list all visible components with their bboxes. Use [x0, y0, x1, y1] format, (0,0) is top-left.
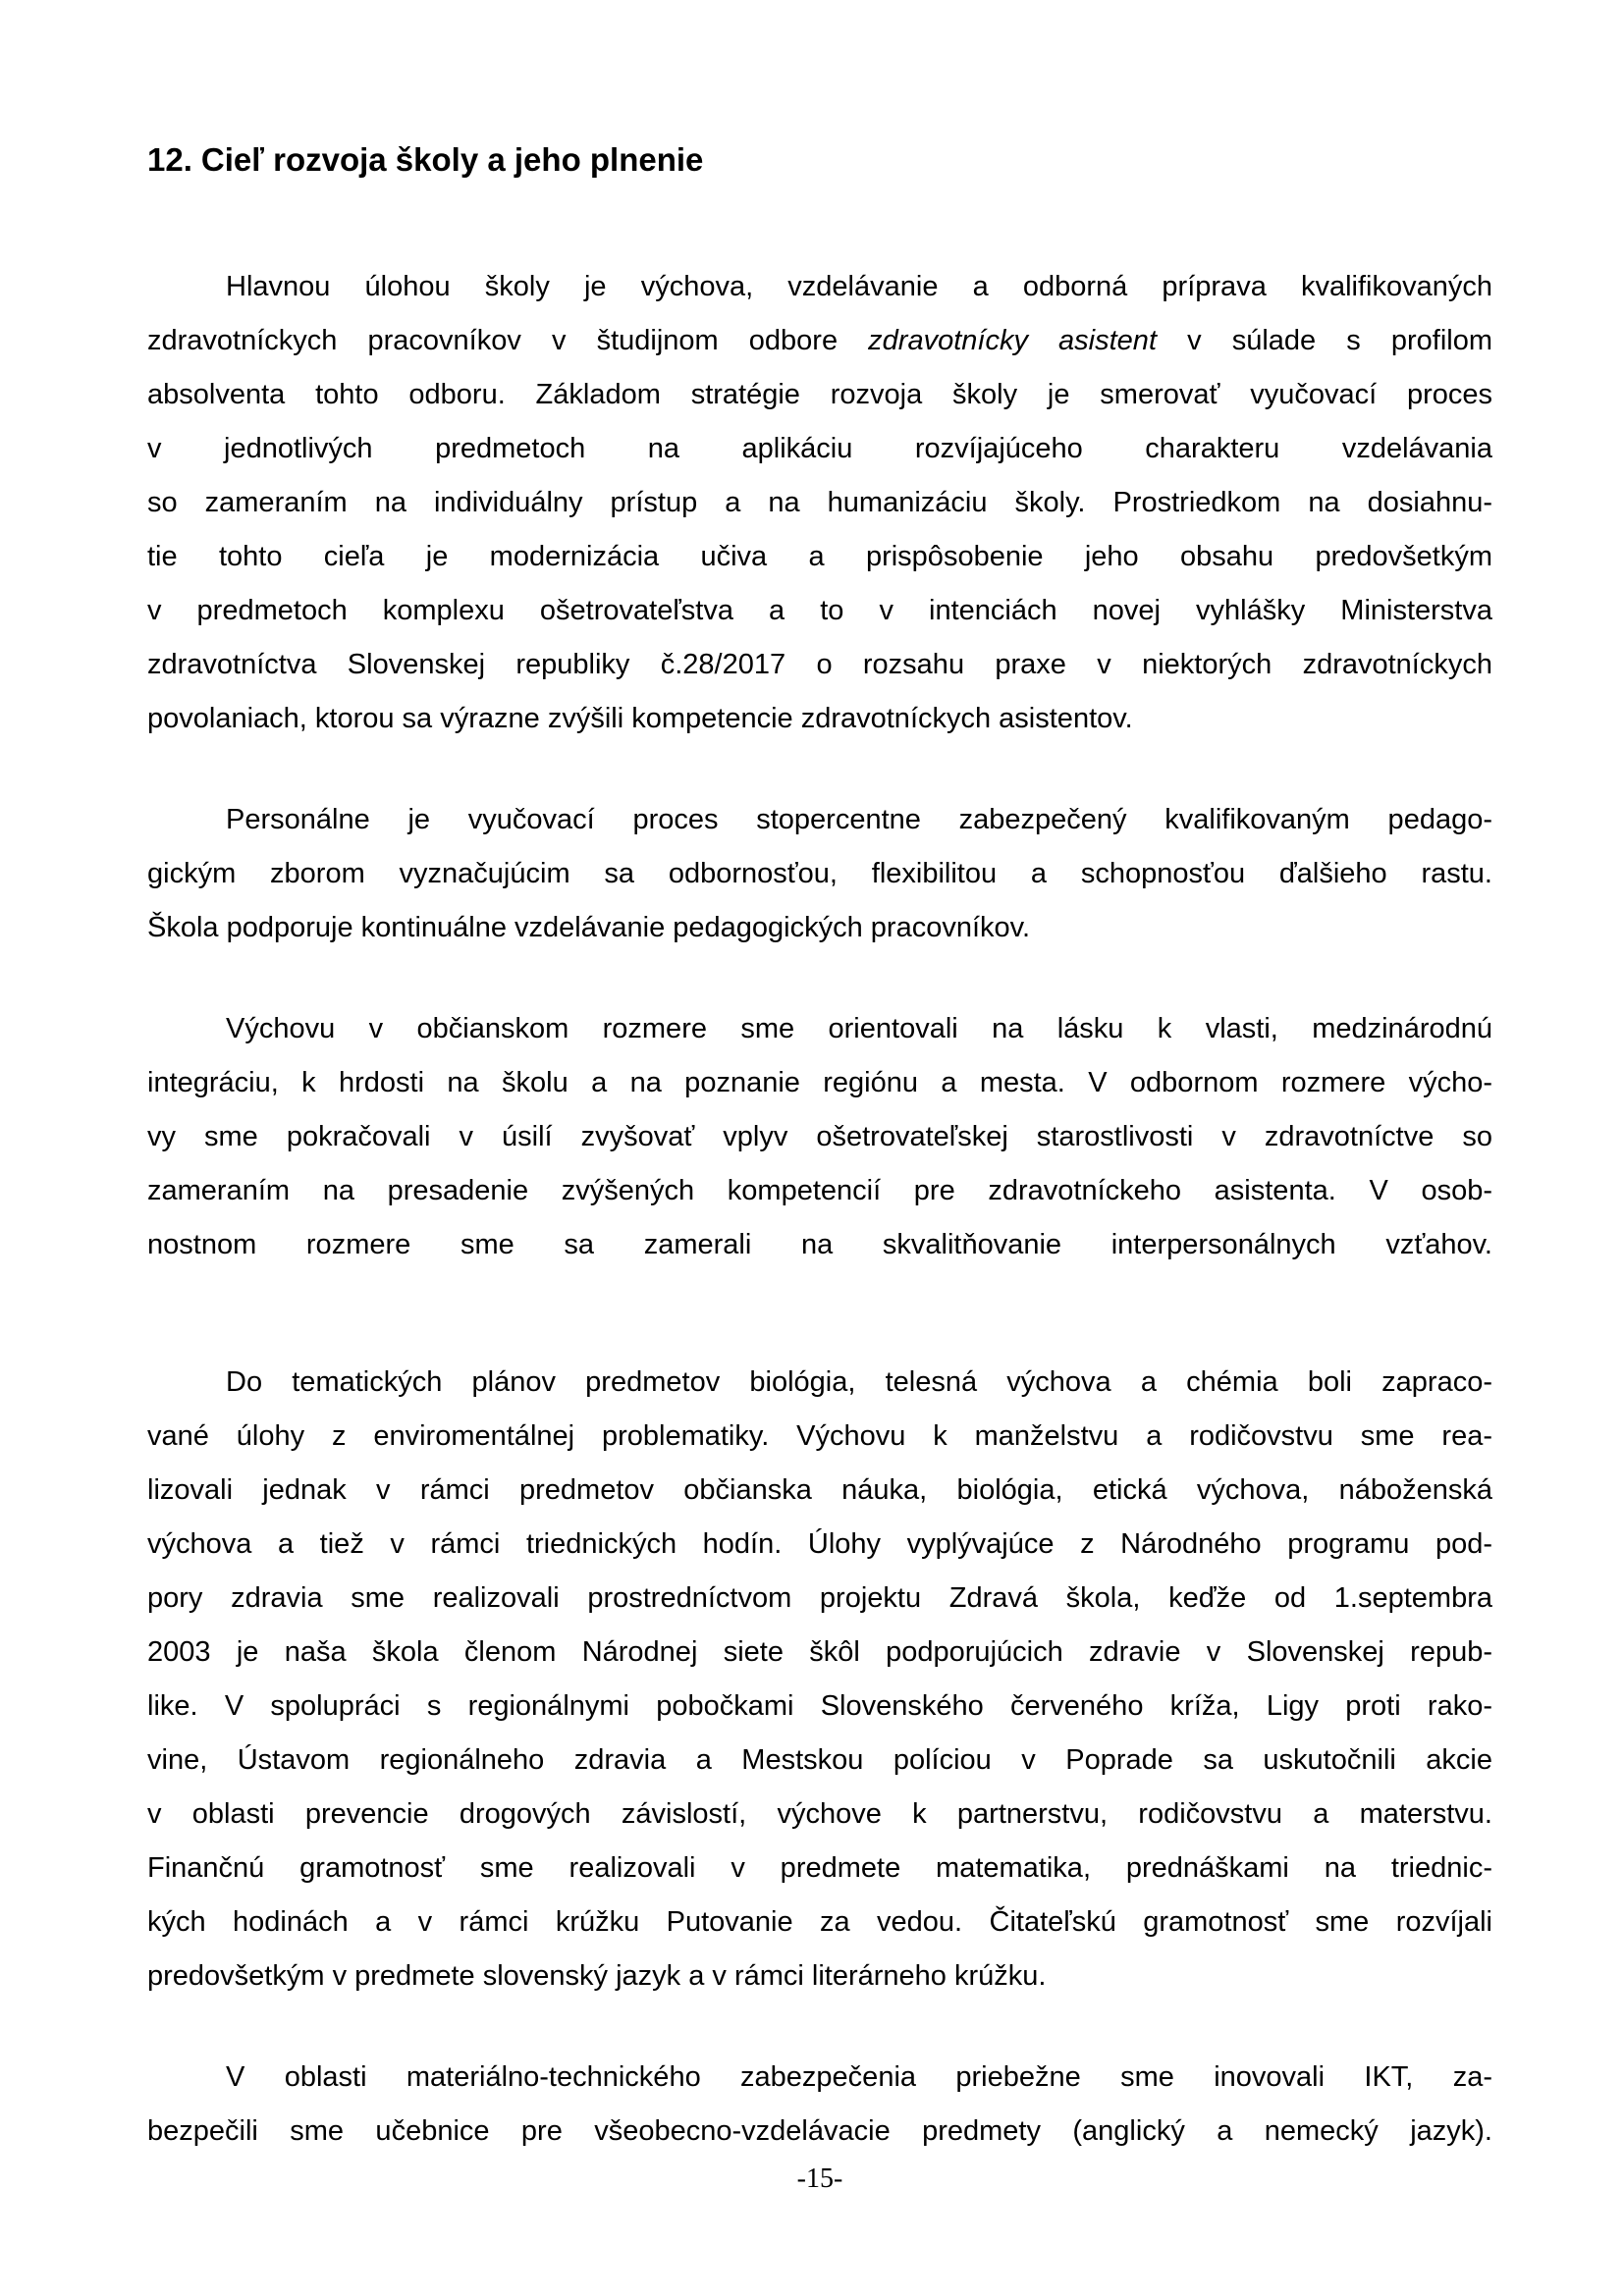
text-line	[147, 530, 1492, 584]
text-segment: vy sme pokračovali v úsilí zvyšovať vplyv ošetrovateľskej starostlivosti v zdravotníctve so	[147, 1121, 1492, 1152]
paragraph	[147, 793, 1492, 955]
text-segment: výchova a tiež v rámci triednických hodín. Úlohy vyplývajúce z Národného programu pod-	[147, 1528, 1492, 1560]
section-title: Cieľ rozvoja školy a jeho plnenie	[200, 141, 704, 178]
text-line	[147, 1842, 1492, 1896]
text-segment: zameraním na presadenie zvýšených kompetencií pre zdravotníckeho asistenta. V osob-	[147, 1175, 1492, 1206]
text-segment: pory zdravia sme realizovali prostredníctvom projektu Zdravá škola, keďže od 1.septembra	[147, 1582, 1492, 1614]
text-segment: gickým zborom vyznačujúcim sa odbornosťou, flexibilitou a schopnosťou ďalšieho rastu.	[147, 858, 1492, 889]
text-line	[147, 422, 1492, 476]
text-line	[147, 1734, 1492, 1788]
paragraph	[147, 1002, 1492, 1272]
text-segment: v oblasti prevencie drogových závislostí, výchove k partnerstvu, rodičovstvu a materstvu.	[147, 1798, 1492, 1830]
text-line	[147, 1218, 1492, 1272]
text-line	[147, 260, 1492, 314]
text-line	[147, 2105, 1492, 2159]
text-line	[147, 1572, 1492, 1626]
text-line	[147, 1680, 1492, 1734]
text-segment: Škola podporuje kontinuálne vzdelávanie pedagogických pracovníkov.	[147, 912, 1031, 943]
text-segment: Do tematických plánov predmetov biológia, telesná výchova a chémia boli zapraco-	[226, 1366, 1492, 1398]
text-segment: povolaniach, ktorou sa výrazne zvýšili kompetencie zdravotníckych asistentov.	[147, 703, 1133, 734]
text-segment: Hlavnou úlohou školy je výchova, vzdelávanie a odborná príprava kvalifikovaných	[226, 271, 1492, 302]
text-segment: zdravotníctva Slovenskej republiky č.28/2017 o rozsahu praxe v niektorých zdravotníckych	[147, 649, 1492, 680]
text-segment: v predmetoch komplexu ošetrovateľstva a to v intenciách novej vyhlášky Ministerstva	[147, 595, 1492, 626]
text-line	[147, 2051, 1492, 2105]
text-segment: so zameraním na individuálny prístup a na humanizáciu školy. Prostriedkom na dosiahnu-	[147, 487, 1492, 518]
section-heading	[147, 133, 1492, 187]
text-line	[147, 1410, 1492, 1464]
text-line	[147, 1626, 1492, 1680]
text-line	[147, 1002, 1492, 1056]
text-line	[147, 793, 1492, 847]
text-segment: bezpečili sme učebnice pre všeobecno-vzdelávacie predmety (anglický a nemecký jazyk).	[147, 2115, 1492, 2147]
italic-term: zdravotnícky asistent	[868, 325, 1157, 356]
document-body	[147, 260, 1492, 2159]
text-segment: Finančnú gramotnosť sme realizovali v predmete matematika, prednáškami na triednic-	[147, 1852, 1492, 1884]
text-line	[147, 584, 1492, 638]
text-segment: tie tohto cieľa je modernizácia učiva a prispôsobenie jeho obsahu predovšetkým	[147, 541, 1492, 572]
text-line	[147, 314, 1492, 368]
text-segment: like. V spolupráci s regionálnymi pobočkami Slovenského červeného kríža, Ligy proti rako-	[147, 1690, 1492, 1722]
page-number: -15-	[796, 2163, 843, 2194]
text-line	[147, 1464, 1492, 1518]
text-segment: vine, Ústavom regionálneho zdravia a Mestskou políciou v Poprade sa uskutočnili akcie	[147, 1744, 1492, 1776]
text-segment: v súlade s profilom	[1157, 325, 1492, 356]
paragraph	[147, 1356, 1492, 2003]
text-line	[147, 368, 1492, 422]
text-line	[147, 1788, 1492, 1842]
text-segment: zdravotníckych pracovníkov v študijnom odbore	[147, 325, 869, 356]
section-number: 12.	[147, 141, 192, 178]
text-line	[147, 692, 1492, 746]
text-line	[147, 638, 1492, 692]
text-segment: 2003 je naša škola členom Národnej siete škôl podporujúcich zdravie v Slovenskej repub-	[147, 1636, 1492, 1668]
paragraph	[147, 2051, 1492, 2159]
text-line	[147, 901, 1492, 955]
text-segment: lizovali jednak v rámci predmetov občianska náuka, biológia, etická výchova, náboženská	[147, 1474, 1492, 1506]
text-line	[147, 1056, 1492, 1110]
text-segment: absolventa tohto odboru. Základom stratégie rozvoja školy je smerovať vyučovací proces	[147, 379, 1492, 410]
text-line	[147, 847, 1492, 901]
text-line	[147, 1356, 1492, 1410]
text-segment: kých hodinách a v rámci krúžku Putovanie za vedou. Čitateľskú gramotnosť sme rozvíjali	[147, 1906, 1492, 1938]
text-segment: v jednotlivých predmetoch na aplikáciu rozvíjajúceho charakteru vzdelávania	[147, 433, 1492, 464]
text-line	[147, 476, 1492, 530]
text-segment: vané úlohy z enviromentálnej problematiky. Výchovu k manželstvu a rodičovstvu sme rea-	[147, 1420, 1492, 1452]
document-content	[147, 133, 1492, 2198]
text-line	[147, 1518, 1492, 1572]
text-line	[147, 1110, 1492, 1164]
text-segment: V oblasti materiálno-technického zabezpečenia priebežne sme inovovali IKT, za-	[226, 2061, 1492, 2093]
paragraph	[147, 260, 1492, 746]
text-line	[147, 1896, 1492, 1949]
text-segment: Personálne je vyučovací proces stopercentne zabezpečený kvalifikovaným pedago-	[226, 804, 1492, 835]
text-segment: integráciu, k hrdosti na školu a na poznanie regiónu a mesta. V odbornom rozmere výcho-	[147, 1067, 1492, 1098]
text-segment: nostnom rozmere sme sa zamerali na skvalitňovanie interpersonálnych vzťahov.	[147, 1229, 1492, 1260]
text-segment: Výchovu v občianskom rozmere sme orientovali na lásku k vlasti, medzinárodnú	[226, 1013, 1492, 1044]
text-segment: predovšetkým v predmete slovenský jazyk a v rámci literárneho krúžku.	[147, 1960, 1047, 1992]
text-line	[147, 1949, 1492, 2003]
text-line	[147, 1164, 1492, 1218]
